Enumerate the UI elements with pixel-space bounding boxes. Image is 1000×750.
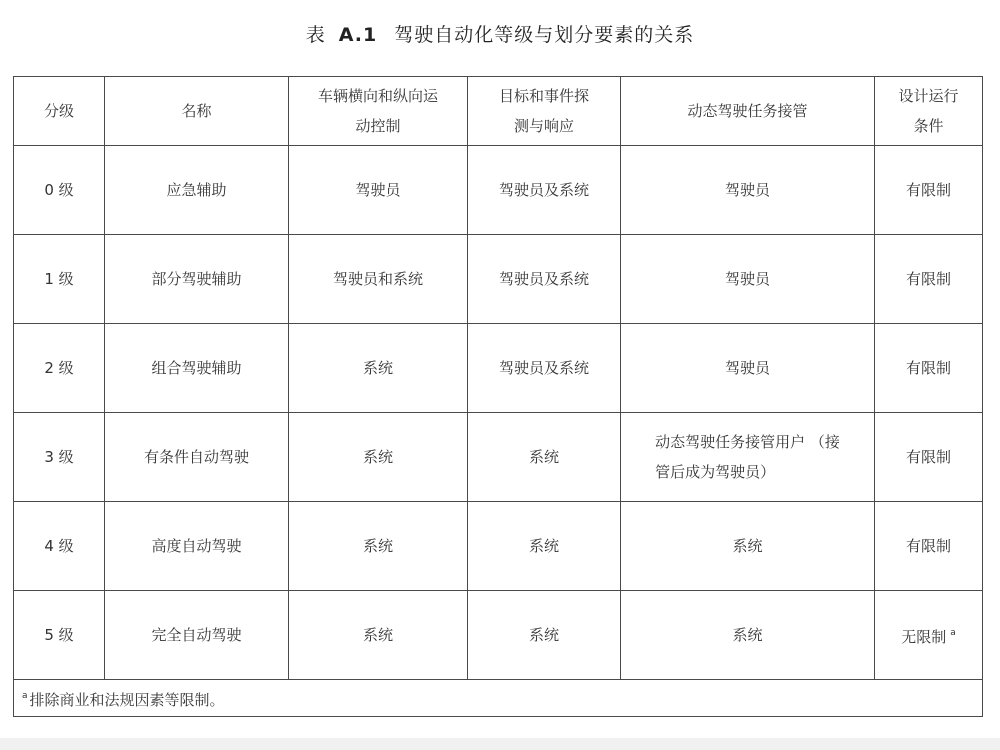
header-motion-line1: 车辆横向和纵向运	[317, 87, 438, 105]
cell-name: 应急辅助	[105, 146, 289, 235]
footnote-marker: a	[950, 628, 956, 638]
table-row	[14, 413, 983, 502]
header-detect-line2: 测与响应	[513, 117, 574, 135]
footnote-cell	[14, 680, 983, 717]
cell-odd-value: 无限制	[901, 628, 947, 646]
cell-odd	[875, 591, 983, 680]
header-motion-control	[289, 77, 468, 146]
cell-takeover: 驾驶员	[621, 235, 875, 324]
cell-odd: 有限制	[875, 413, 983, 502]
cell-level: 3 级	[14, 413, 105, 502]
header-level: 分级	[14, 77, 105, 146]
title-number: A.1	[338, 24, 378, 46]
table-row	[14, 324, 983, 413]
footnote-mark: a	[22, 691, 28, 701]
cell-takeover: 驾驶员	[621, 146, 875, 235]
cell-motion: 驾驶员	[289, 146, 468, 235]
cell-odd: 有限制	[875, 146, 983, 235]
header-detection	[468, 77, 621, 146]
cell-level: 5 级	[14, 591, 105, 680]
cell-motion: 系统	[289, 413, 468, 502]
cell-level: 0 级	[14, 146, 105, 235]
cell-motion: 系统	[289, 502, 468, 591]
page-bottom-band	[0, 738, 1000, 750]
cell-level: 2 级	[14, 324, 105, 413]
cell-name: 高度自动驾驶	[105, 502, 289, 591]
cell-detect: 系统	[468, 502, 621, 591]
cell-odd: 有限制	[875, 324, 983, 413]
cell-name: 部分驾驶辅助	[105, 235, 289, 324]
cell-odd: 有限制	[875, 502, 983, 591]
cell-detect: 驾驶员及系统	[468, 235, 621, 324]
cell-name: 组合驾驶辅助	[105, 324, 289, 413]
cell-detect: 系统	[468, 413, 621, 502]
header-detect-line1: 目标和事件探	[498, 87, 589, 105]
cell-motion: 驾驶员和系统	[289, 235, 468, 324]
table-footnote-row	[14, 680, 983, 717]
cell-detect: 驾驶员及系统	[468, 146, 621, 235]
cell-takeover: 系统	[621, 502, 875, 591]
cell-level: 1 级	[14, 235, 105, 324]
title-text: 驾驶自动化等级与划分要素的关系	[394, 24, 695, 46]
table-row	[14, 235, 983, 324]
table-title	[0, 20, 1000, 47]
cell-level: 4 级	[14, 502, 105, 591]
cell-takeover-line2: 管后成为驾驶员）	[655, 463, 776, 481]
cell-odd: 有限制	[875, 235, 983, 324]
title-prefix: 表	[305, 24, 326, 46]
cell-takeover-line1: 动态驾驶任务接管用户 （接	[655, 433, 840, 451]
cell-motion: 系统	[289, 591, 468, 680]
header-takeover: 动态驾驶任务接管	[621, 77, 875, 146]
cell-detect: 驾驶员及系统	[468, 324, 621, 413]
cell-motion: 系统	[289, 324, 468, 413]
table-row	[14, 502, 983, 591]
footnote-text: 排除商业和法规因素等限制。	[29, 691, 225, 709]
automation-levels-table	[13, 76, 983, 717]
header-name: 名称	[105, 77, 289, 146]
cell-takeover: 驾驶员	[621, 324, 875, 413]
cell-detect: 系统	[468, 591, 621, 680]
header-odd-line1: 设计运行	[898, 87, 959, 105]
cell-takeover: 系统	[621, 591, 875, 680]
cell-name: 有条件自动驾驶	[105, 413, 289, 502]
table-row	[14, 146, 983, 235]
cell-takeover	[621, 413, 875, 502]
table-header-row	[14, 77, 983, 146]
header-odd	[875, 77, 983, 146]
header-motion-line2: 动控制	[355, 117, 401, 135]
header-odd-line2: 条件	[913, 117, 944, 135]
table-row	[14, 591, 983, 680]
cell-name: 完全自动驾驶	[105, 591, 289, 680]
